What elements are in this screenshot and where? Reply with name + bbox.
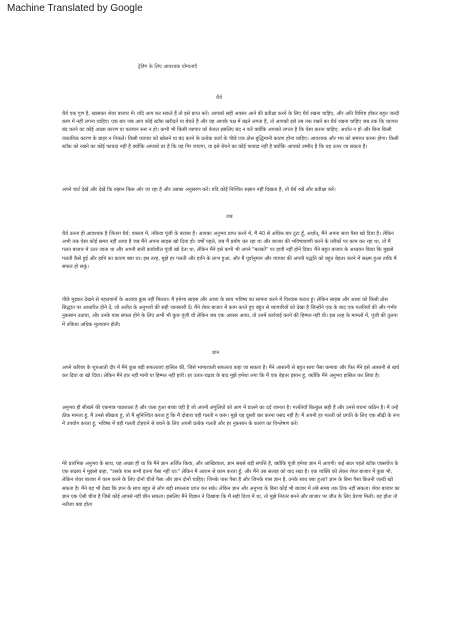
paragraph-knowledge-1: अपने करियर के शुरुआती दौर में मैंने कुछ बड़ी सफलताएं हासिल कीं, जिसे भाग्यशाली सफलता कहा जा सकता है। मैंने आसानी से बहुत सारा पैसा कमाया और फिर मैंने इसे आसानी से खर्च कर दिया या खो दिया। लेकिन मैंने हार नहीं मानी या हिम्मत नहीं हारी। हर उतार-चढ़ाव के बाद मुझे हमेशा लगा कि मैं एक बेहतर इंसान हूं, क्योंकि मैंने अनुभव हासिल कर लिया है। xyxy=(62,365,400,380)
paragraph-when-2: पीछे मुड़कर देखने से पहलवानों के अलावा कुछ नहीं मिलता। मैं हमेशा साहस और आशा के साथ भविष्य का सामना करने में विश्वास करता हूं। लेकिन साहस और आशा को किसी ठोस सिद्धांत पर आधारित होने दें, जो अतीत के अनुभवों की सही जानकारी दें। मैंने शेयर बाजार में काम करते हुए बहुत से व्यापारियों को देखा है जिन्होंने एक के बाद एक गलतियाँ कीं और गंभीर नुकसान उठाया, और उनके पास सफल होने के लिए अभी भी कुछ पूंजी थी लेकिन जब एक अवसर आया, तो उनमें कार्रवाई करने की हिम्मत नहीं थी। इस तरह के मामलों में, पूंजी की तुलना में तकिया अधिक मूल्यवान होती। xyxy=(62,297,398,328)
paragraph-patience-2: अपने चार्ट देखें और देखें कि रुझान किस ओर जा रहा है और उसका अनुसरण करें। यदि कोई निश्चित रुझान नहीं दिखता है, तो धैर्य रखें और प्रतीक्षा करें। xyxy=(62,187,336,193)
section-heading-when: जब xyxy=(226,214,233,220)
paragraph-knowledge-3: मेरे प्रारंभिक अनुभव के साथ, यह अच्छा ही था कि मैंने ज्ञान अर्जित किया, और आखिरकार, ज्ञान सबसे बड़ी संपत्ति है, क्योंकि पूंजी हमेशा ज्ञान में आएगी। कई साल पहले स्टॉक एक्सचेंज के एक सदस्य ने मुझसे कहा, "उसके पास कभी इतना पैसा नहीं था।" लेकिन मैं आराम से काम करता हूँ, और मैंने उस सलाह को याद रखा है। एक व्यक्ति को लेकर शेयर बाजार में कुछ भी, लेकिन शेयर बाजार में काम करने के लिए दोनों चीजें पैसा और ज्ञान दोनों चाहिए। जिनके पास पैसा है और जिनके पास ज्ञान है, उनके साथ क्या हुआ? ज्ञान के बिना पैसा कितनी जल्दी खो सकता है। मैंने यह भी देखा कि ज्ञान के साथ बहुत से लोग बड़ी सफलता प्राप्त कर सके। लेकिन ज्ञान और अनुभव के बिना कोई भी बाजार में लंबे समय तक टिक नहीं सकता। शेयर बाजार का ज्ञान एक ऐसी चीज है जिसे कोई आपसे नहीं छीन सकता। इसलिए मैंने विज्ञान ने दिखाया कि मैं सही दिशा में था, तो मुझे निरंतर बनने और बाजार पर जीत के लिए प्रेरणा मिली। यह होता तो नतीजा क्या होता xyxy=(62,461,400,509)
paragraph-when-1: धैर्य उतना ही आवश्यक है जितना धैर्य; वास्तव में, तकिया पूंजी के बराबर है। आपका अनुभव प्राप्त करने में, मैं 40 से अधिक बार टूटा हूँ, अर्थात्, मैंने अपना सारा पैसा खो दिया है। लेकिन अभी तक ऐसा कोई समय नहीं आया है जब मैंने अपना साहस खो दिया हो। वर्षों पहले, जब मैं प्रयोग कर रहा था और बाजार की भविष्यवाणी करने के तरीकों पर काम कर रहा था, तो मैं गलत बाजार में उतर जाता था और अपनी सारी कार्यशील पूंजी खो देता था, लेकिन मैंने इसे कभी भी अपने "बलकों" पर हावी नहीं होने दिया। मैंने बहुत बाजार के अध्ययन किया कि मुझसे गलती कैसे हुई और हानि का कारण क्या था। इस तरह, मुझे हर गलती और हानि के लाभ हुआ, और मैं पूर्वानुमान और व्यापार की अपनी पद्धति को बहुत बेहतर करने में सक्षम हुआ ताकि मैं सफल हो सकूं। xyxy=(62,231,397,270)
document-title: ट्रेडिंग के लिए आवश्यक योग्यताएँ xyxy=(138,64,198,70)
section-heading-knowledge: ज्ञान xyxy=(212,350,220,356)
section-heading-patience: धैर्य xyxy=(216,95,222,101)
paragraph-patience-1: धैर्य एक गुण है, खासकर शेयर बाजार में। यदि आप कर सकते हैं तो इसे प्राप्त करें। आपको सही अवसर आने की प्रतीक्षा करने के लिए धैर्य रखना चाहिए, और अति विशिष्ट होकर बहुत जल्दी काम में नहीं लगना चाहिए। एक बार जब आप कोई स्टॉक खरीदते या बेचते हैं और यह आपके पक्ष में बढ़ने लगता है, तो आपको इसे तब तक रखने का धैर्य रखना चाहिए जब तक कि व्यापार बंद करने का कोई अच्छा कारण या पलायन स्तर न हो। कभी भी किसी व्यापार को केवल इसलिए बंद न करें क्योंकि आपको लगता है कि ऐसा करना चाहिए; अर्थात न हो और बिना किसी वास्तविक कारण के बाहर न निकलें। किसी व्यापार को खोलने या बंद करने के प्रत्येक कार्य के पीछे एक ठोस बुद्धिमानी कारण होना चाहिए। आवश्यक और भय को समाप्त करना होगा। किसी स्टॉक को रखने का कोई फायदा नहीं है क्योंकि आपको डर है कि यह गिर जाएगा, या इसे बेचने का कोई फायदा नहीं है क्योंकि आपको उम्मीद है कि यह ऊपर जा सकता है। xyxy=(62,111,400,150)
paragraph-knowledge-2: अनुभव ही सीखने की एकमात्र पाठशाला है और जला हुआ बच्चा वही है जो अपनी अंगुलियों को आग में डालने का दर्द जानता है। गलतियाँ बिल्कुल सही हैं और उनसे बचना कठिन है। मैं उन्हें ठीक मानता हूं, मैं उनसे सीखता हूं, तो मैं सुनिश्चित करता हूं कि मैं दोबारा वही गलती न करूं। मुझे यह दूसरी बार करना पसंद नहीं है। मैं अपनी हर गलती को प्रगति के लिए एक सीढ़ी के रूप में उपयोग करता हूं, भविष्य में वही गलती टोहराने से बचने के लिए अपनी प्रत्येक गलती और हर नुकसान के कारण का विश्लेषण करें। xyxy=(62,405,400,428)
machine-translation-notice: Machine Translated by Google xyxy=(7,3,143,14)
